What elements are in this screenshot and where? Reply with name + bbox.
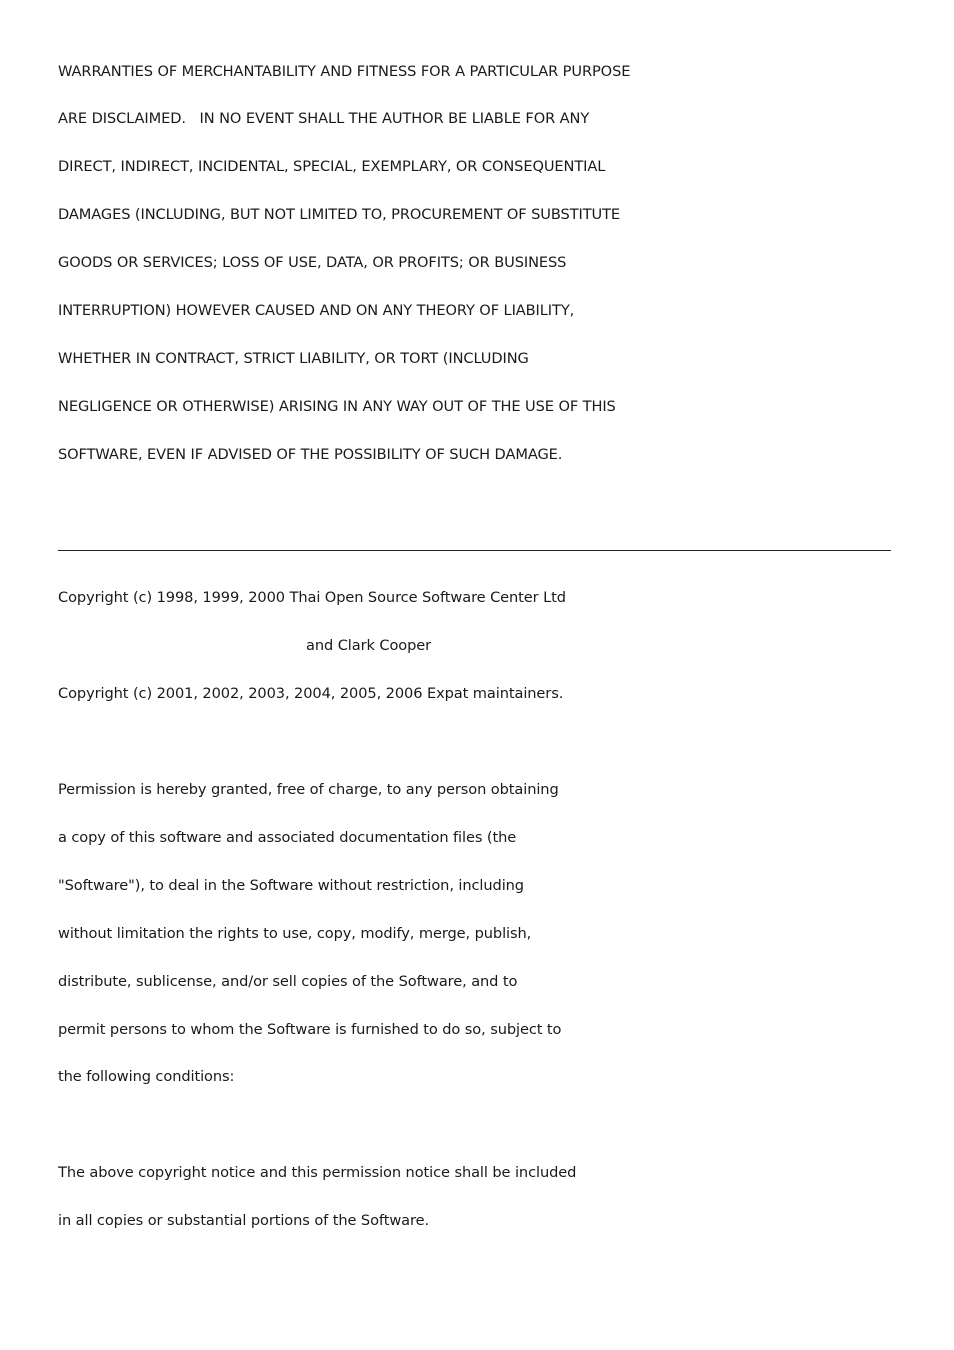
- notice-line: in all copies or substantial portions of the Software.: [58, 1212, 429, 1229]
- permission-line: without limitation the rights to use, copy, modify, merge, publish,: [58, 925, 532, 942]
- permission-line: the following conditions:: [58, 1068, 235, 1085]
- disclaimer-line: WHETHER IN CONTRACT, STRICT LIABILITY, OR TORT (INCLUDING: [58, 350, 529, 367]
- disclaimer-line: SOFTWARE, EVEN IF ADVISED OF THE POSSIBILITY OF SUCH DAMAGE.: [58, 446, 563, 463]
- copyright-line-coauthor: and Clark Cooper: [306, 637, 432, 654]
- permission-line: "Software"), to deal in the Software without restriction, including: [58, 877, 524, 894]
- disclaimer-line: DIRECT, INDIRECT, INCIDENTAL, SPECIAL, EXEMPLARY, OR CONSEQUENTIAL: [58, 158, 606, 175]
- disclaimer-line: WARRANTIES OF MERCHANTABILITY AND FITNESS FOR A PARTICULAR PURPOSE: [58, 63, 631, 80]
- disclaimer-line: GOODS OR SERVICES; LOSS OF USE, DATA, OR PROFITS; OR BUSINESS: [58, 254, 567, 271]
- permission-line: a copy of this software and associated documentation files (the: [58, 829, 517, 846]
- notice-line: The above copyright notice and this permission notice shall be included: [58, 1164, 577, 1181]
- permission-line: permit persons to whom the Software is furnished to do so, subject to: [58, 1021, 562, 1038]
- copyright-line: Copyright (c) 2001, 2002, 2003, 2004, 2005, 2006 Expat maintainers.: [58, 685, 564, 702]
- disclaimer-line: DAMAGES (INCLUDING, BUT NOT LIMITED TO, PROCUREMENT OF SUBSTITUTE: [58, 206, 621, 223]
- disclaimer-line: INTERRUPTION) HOWEVER CAUSED AND ON ANY THEORY OF LIABILITY,: [58, 302, 575, 319]
- permission-line: distribute, sublicense, and/or sell copies of the Software, and to: [58, 973, 518, 990]
- copyright-line: Copyright (c) 1998, 1999, 2000 Thai Open Source Software Center Ltd: [58, 589, 566, 606]
- section-divider: [58, 550, 891, 551]
- disclaimer-line: NEGLIGENCE OR OTHERWISE) ARISING IN ANY WAY OUT OF THE USE OF THIS: [58, 398, 616, 415]
- disclaimer-line: ARE DISCLAIMED. IN NO EVENT SHALL THE AUTHOR BE LIABLE FOR ANY: [58, 110, 590, 127]
- permission-line: Permission is hereby granted, free of charge, to any person obtaining: [58, 781, 559, 798]
